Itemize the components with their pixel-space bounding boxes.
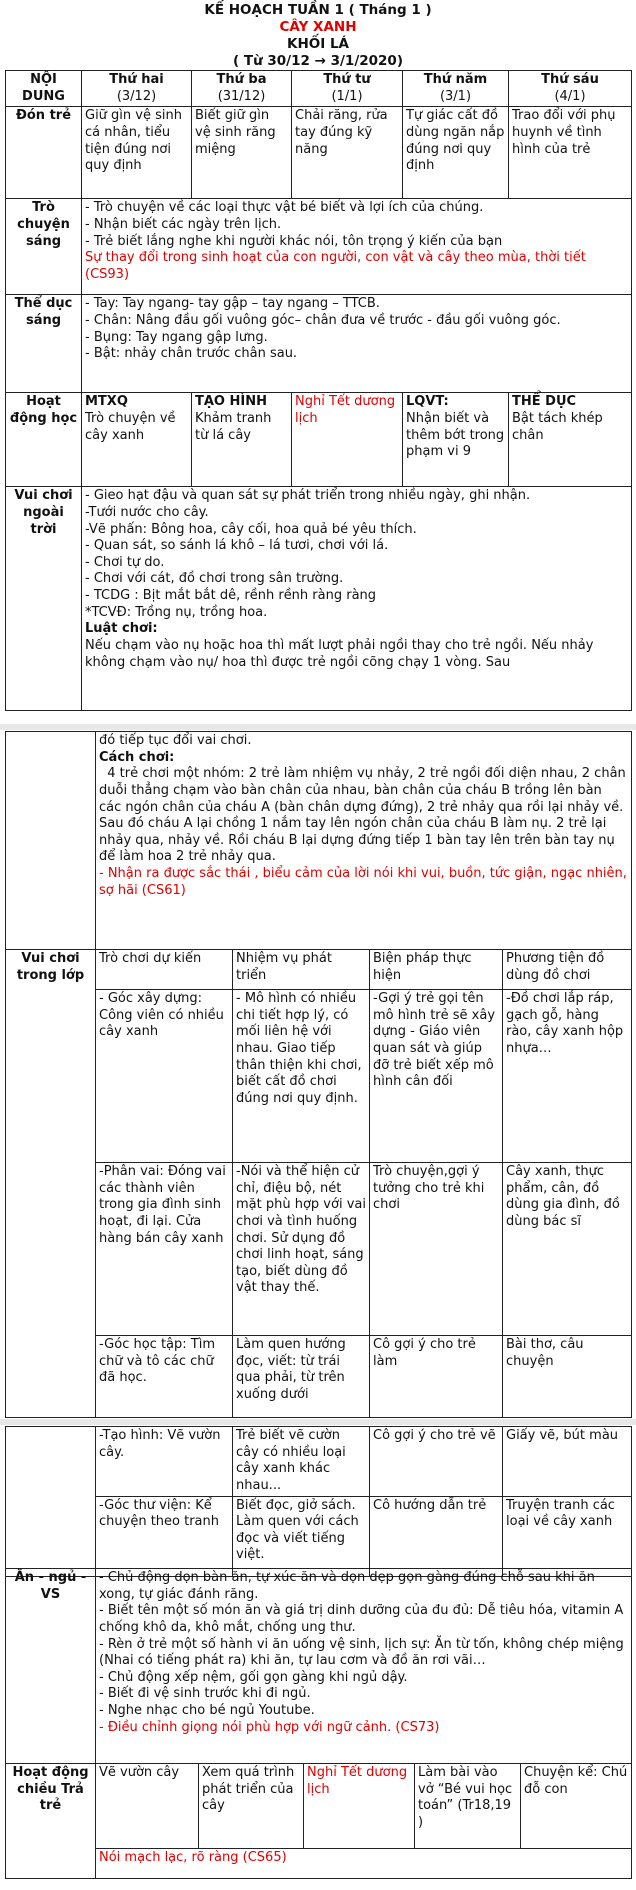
- cell-mon: MTXQ Trò chuyện về cây xanh: [82, 393, 192, 487]
- text-line: - Trò chuyện về các loại thực vật bé biết và lợi ích của chúng.: [85, 200, 484, 216]
- row-label: Vui chơi trong lớp: [6, 950, 96, 1418]
- row-label: Hoạt động chiều Trả trẻ: [6, 1764, 96, 1879]
- text-line: - TCDG : Bịt mắt bắt dê, rềnh rềnh ràng ràng: [85, 588, 377, 603]
- indoor-cell: -Góc thư viện: Kể chuyện theo tranh: [96, 1496, 233, 1576]
- row-an-ngu: [6, 1569, 632, 1764]
- indoor-cell: -Đồ chơi lắp ráp, gạch gỗ, hàng rào, cây xanh hộp nhựa…: [503, 990, 632, 1163]
- cell-wed: Nghỉ Tết dương lịch: [292, 393, 403, 487]
- indoor-cell: Biết đọc, giở sách. Làm quen với cách đọc và viết tiếng việt.: [233, 1496, 370, 1576]
- cell-thu: Làm bài vào vở “Bé vui học toán” (Tr18,19 ): [415, 1764, 521, 1849]
- plan-header: [0, 2, 636, 70]
- indoor-cell: Truyện tranh các loại về cây xanh: [503, 1496, 632, 1576]
- header-row: [6, 71, 632, 107]
- goal-note: - Điều chỉnh giọng nói phù hợp với ngữ cảnh. (CS73): [99, 1719, 440, 1735]
- cell-wed: Chải răng, rửa tay đúng kỹ năng: [292, 107, 403, 199]
- cell-thu: Tự giác cất đồ dùng ngăn nắp đúng nơi quy định: [403, 107, 509, 199]
- text-line: - Chân: Nâng đầu gối vuông góc– chân đưa về trước - đầu gối vuông góc.: [85, 312, 561, 328]
- col-header-mon: Thứ hai (3/12): [82, 71, 192, 107]
- indoor-cell: -Gợi ý trẻ gọi tên mô hình trẻ sẽ xây dựng - Giáo viên quan sát và giúp đỡ trẻ biết xếp mô hình cân đối: [370, 990, 503, 1163]
- cell-fri: Chuyện kể: Chú đỗ con: [521, 1764, 632, 1849]
- row-label: Thể dục sáng: [6, 295, 82, 393]
- row-vui-choi-ngoai: [6, 487, 632, 711]
- indoor-col-header: Nhiệm vụ phát triển: [233, 950, 370, 990]
- text-line: - Gieo hạt đậu và quan sát sự phát triển trong nhiều ngày, ghi nhận.: [85, 488, 531, 504]
- col-header-thu: Thứ năm (3/1): [403, 71, 509, 107]
- how-to-text: 4 trẻ chơi một nhóm: 2 trẻ làm nhiệm vụ nhảy, 2 trẻ ngồi đối diện nhau, 2 chân duỗi thẳng chạm vào bàn chân của nhau, bàn chân của cháu B trồng lên bàn các ngón chân của cháu A (bàn chân dựng đứng), 2 trẻ nhảy qua rồi lại nhảy về. Sau đó cháu A lại chồng 1 nắm tay lên ngón chân của cháu B làm nụ. 2 trẻ lại: [99, 766, 630, 832]
- rules-text: Nếu chạm vào nụ hoặc hoa thì mất lượt phải ngồi thay cho trẻ ngồi. Nếu nhảy không chạm vào nụ/ hoa thì được trẻ ngồi cõng chạy 1 vòng. Sau: [85, 637, 594, 670]
- indoor-cell: Cô hướng dẫn trẻ: [370, 1496, 503, 1576]
- indoor-cell: Cô gợi ý cho trẻ làm: [370, 1336, 503, 1418]
- morning-talk-content: [82, 199, 632, 295]
- text-line: - Bật: nhảy chân trước chân sau.: [85, 346, 298, 362]
- indoor-cell: - Góc xây dựng: Công viên có nhiều cây xanh: [96, 990, 233, 1163]
- text-line: - Chơi với cát, đồ chơi trong sân trường.: [85, 571, 344, 587]
- text-line: - Nghe nhạc cho bé ngủ Youtube.: [99, 1703, 315, 1718]
- grade-name: KHỐI LÁ: [286, 36, 349, 52]
- indoor-play-table: [5, 949, 632, 1418]
- cell-tue: Biết giữ gìn vệ sinh răng miệng: [192, 107, 292, 199]
- class-name: CÂY XANH: [279, 19, 357, 35]
- text-line: - Nhận biết các ngày trên lịch.: [85, 216, 282, 232]
- text-line: - Biết tên một số món ăn và giá trị dinh dưỡng của đu đủ: Dễ tiêu hóa, vitamin A chống khô da, khô mắt, chống ung thư.: [99, 1603, 624, 1635]
- page-break: [0, 724, 636, 730]
- row-chieu-note: [6, 1849, 632, 1879]
- eat-sleep-content: [96, 1569, 632, 1764]
- text-line: - Chơi tự do.: [85, 554, 165, 570]
- cell-mon: Vẽ vườn cây: [96, 1764, 199, 1849]
- indoor-cell: Cô gợi ý cho trẻ vẽ: [370, 1427, 503, 1497]
- eat-sleep-table: [5, 1568, 632, 1764]
- text-line: - Tay: Tay ngang- tay gập – tay ngang – TTCB.: [85, 296, 380, 312]
- indoor-col-header: Phương tiện đồ dùng đồ chơi: [503, 950, 632, 990]
- cell-tue: TẠO HÌNH Khảm tranh từ lá cây: [192, 393, 292, 487]
- row-label: Hoạt động học: [6, 393, 82, 487]
- row-label-empty: [6, 1427, 96, 1577]
- text-line: - Chủ động xếp nệm, gối gọn gàng khi ngủ dậy.: [99, 1669, 408, 1685]
- indoor-cell: Giấy vẽ, bút màu: [503, 1427, 632, 1497]
- col-header-tue: Thứ ba (31/12): [192, 71, 292, 107]
- plan-table-page-1: [5, 70, 632, 711]
- cell-tue: Xem quá trình phát triển của cây: [199, 1764, 304, 1849]
- table-row: [6, 1336, 632, 1418]
- cell-wed: Nghỉ Tết dương lịch: [304, 1764, 415, 1849]
- indoor-cell: -Tạo hình: Vẽ vườn cây.: [96, 1427, 233, 1497]
- indoor-cell: Cây xanh, thực phẩm, cân, đồ dùng gia đình, đồ dùng bác sĩ: [503, 1163, 632, 1336]
- morning-exercise-content: [82, 295, 632, 393]
- cell-fri: Trao đổi với phụ huynh về tình hình của trẻ: [509, 107, 632, 199]
- indoor-cell: Trẻ biết vẽ cườn cây có nhiều loại cây xanh khác nhau...: [233, 1427, 370, 1497]
- row-label-empty: [6, 732, 96, 950]
- row-vui-choi-ngoai-cont: [6, 732, 632, 950]
- how-to-text-2: nhảy qua, nhảy về. Rồi cháu B lại dựng đứng tiếp 1 bàn tay lên trên bàn tay nụ để làm hoa 2 trẻ nhảy qua.: [99, 832, 615, 865]
- row-label: Trò chuyện sáng: [6, 199, 82, 295]
- page-break: [0, 1419, 636, 1425]
- text-line: - Rèn ở trẻ một số hành vi ăn uống vệ sinh, lịch sự: Ăn từ tốn, không chép miệng (Nhai có tiếng phát ra) khi ăn, tự lau cơm và đồ ăn rơi vãi…: [99, 1636, 624, 1669]
- row-don-tre: [6, 107, 632, 199]
- row-the-duc: [6, 295, 632, 393]
- indoor-cell: Trò chuyện,gợi ý tưởng cho trẻ khi chơi: [370, 1163, 503, 1336]
- text-line: - Bụng: Tay ngang gập lưng.: [85, 329, 268, 345]
- text-line: *TCVĐ: Trồng nụ, trồng hoa.: [85, 604, 268, 620]
- date-range: ( Từ 30/12 → 3/1/2020): [233, 53, 403, 69]
- afternoon-table: [5, 1763, 632, 1879]
- row-label: Đón trẻ: [6, 107, 82, 199]
- text-line: - Quan sát, so sánh lá khô – lá tươi, chơi với lá.: [85, 538, 389, 554]
- col-header-content: NỘI DUNG: [6, 71, 82, 107]
- text-line: - Chủ động dọn bàn ăn, tự xúc ăn và dọn dẹp gọn gàng đúng chỗ sau khi ăn xong, tự giác đánh răng.: [99, 1570, 595, 1602]
- row-tro-chuyen: [6, 199, 632, 295]
- row-hoat-dong: [6, 393, 632, 487]
- indoor-cell: Bài thơ, câu chuyện: [503, 1336, 632, 1418]
- table-row: [6, 1427, 632, 1497]
- indoor-cell: -Nói và thể hiện cử chỉ, điệu bộ, nét mặt phù hợp với vai chơi và tình huống chơi. Sử dụng đồ chơi linh hoạt, sáng tạo, biết dùng đồ vật thay thế.: [233, 1163, 370, 1336]
- plan-title: KẾ HOẠCH TUẦN 1 ( Tháng 1 ): [204, 2, 432, 18]
- text-line: -Tưới nước cho cây.: [85, 504, 209, 520]
- indoor-cell: Làm quen hướng đọc, viết: từ trái qua phải, từ trên xuống dưới: [233, 1336, 370, 1418]
- rules-title: Luật chơi:: [85, 621, 158, 637]
- outdoor-play-continued: [96, 732, 632, 950]
- text-line: -Vẽ phấn: Bông hoa, cây cối, hoa quả bé yêu thích.: [85, 521, 417, 537]
- goal-note: - Nhận ra được sắc thái , biểu cảm của lời nói khi vui, buồn, tức giận, ngạc nhiên, sợ hãi (CS61): [99, 866, 627, 898]
- indoor-cell: -Góc học tập: Tìm chữ và tô các chữ đã học.: [96, 1336, 233, 1418]
- goal-note: Nói mạch lạc, rõ ràng (CS65): [96, 1849, 632, 1879]
- row-label: Vui chơi ngoài trời: [6, 487, 82, 711]
- text-line: - Biết đi vệ sinh trước khi đi ngủ.: [99, 1686, 311, 1702]
- table-row: [6, 1496, 632, 1576]
- indoor-col-header: Biện pháp thực hiện: [370, 950, 503, 990]
- plan-table-page-2: [5, 731, 632, 950]
- text-line: - Trẻ biết lắng nghe khi người khác nói, tôn trọng ý kiến của bạn: [85, 233, 503, 249]
- row-label: Ăn - ngủ - VS: [6, 1569, 96, 1764]
- table-row: [6, 1163, 632, 1336]
- outdoor-play-content: [82, 487, 632, 711]
- cell-fri: THỂ DỤC Bật tách khép chân: [509, 393, 632, 487]
- goal-note: Sự thay đổi trong sinh hoạt của con người, con vật và cây theo mùa, thời tiết (CS93): [85, 250, 586, 282]
- how-to-title: Cách chơi:: [99, 749, 175, 765]
- cell-mon: Giữ gìn vệ sinh cá nhân, tiểu tiện đúng nơi quy định: [82, 107, 192, 199]
- indoor-header-row: [6, 950, 632, 990]
- cell-thu: LQVT: Nhận biết và thêm bớt trong phạm vi 9: [403, 393, 509, 487]
- table-row: [6, 990, 632, 1163]
- indoor-col-header: Trò chơi dự kiến: [96, 950, 233, 990]
- text-line: đó tiếp tục đổi vai chơi.: [99, 733, 252, 748]
- col-header-wed: Thứ tư (1/1): [292, 71, 403, 107]
- row-chieu: [6, 1764, 632, 1849]
- col-header-fri: Thứ sáu (4/1): [509, 71, 632, 107]
- indoor-cell: - Mô hình có nhiều chi tiết hợp lý, có mối liên hệ với nhau. Giao tiếp thân thiện khi chơi, biết cất đồ chơi đúng nơi quy định.: [233, 990, 370, 1163]
- indoor-cell: -Phân vai: Đóng vai các thành viên trong gia đình sinh hoạt, đi lại. Cửa hàng bán cây xanh: [96, 1163, 233, 1336]
- indoor-play-table-cont: [5, 1426, 632, 1577]
